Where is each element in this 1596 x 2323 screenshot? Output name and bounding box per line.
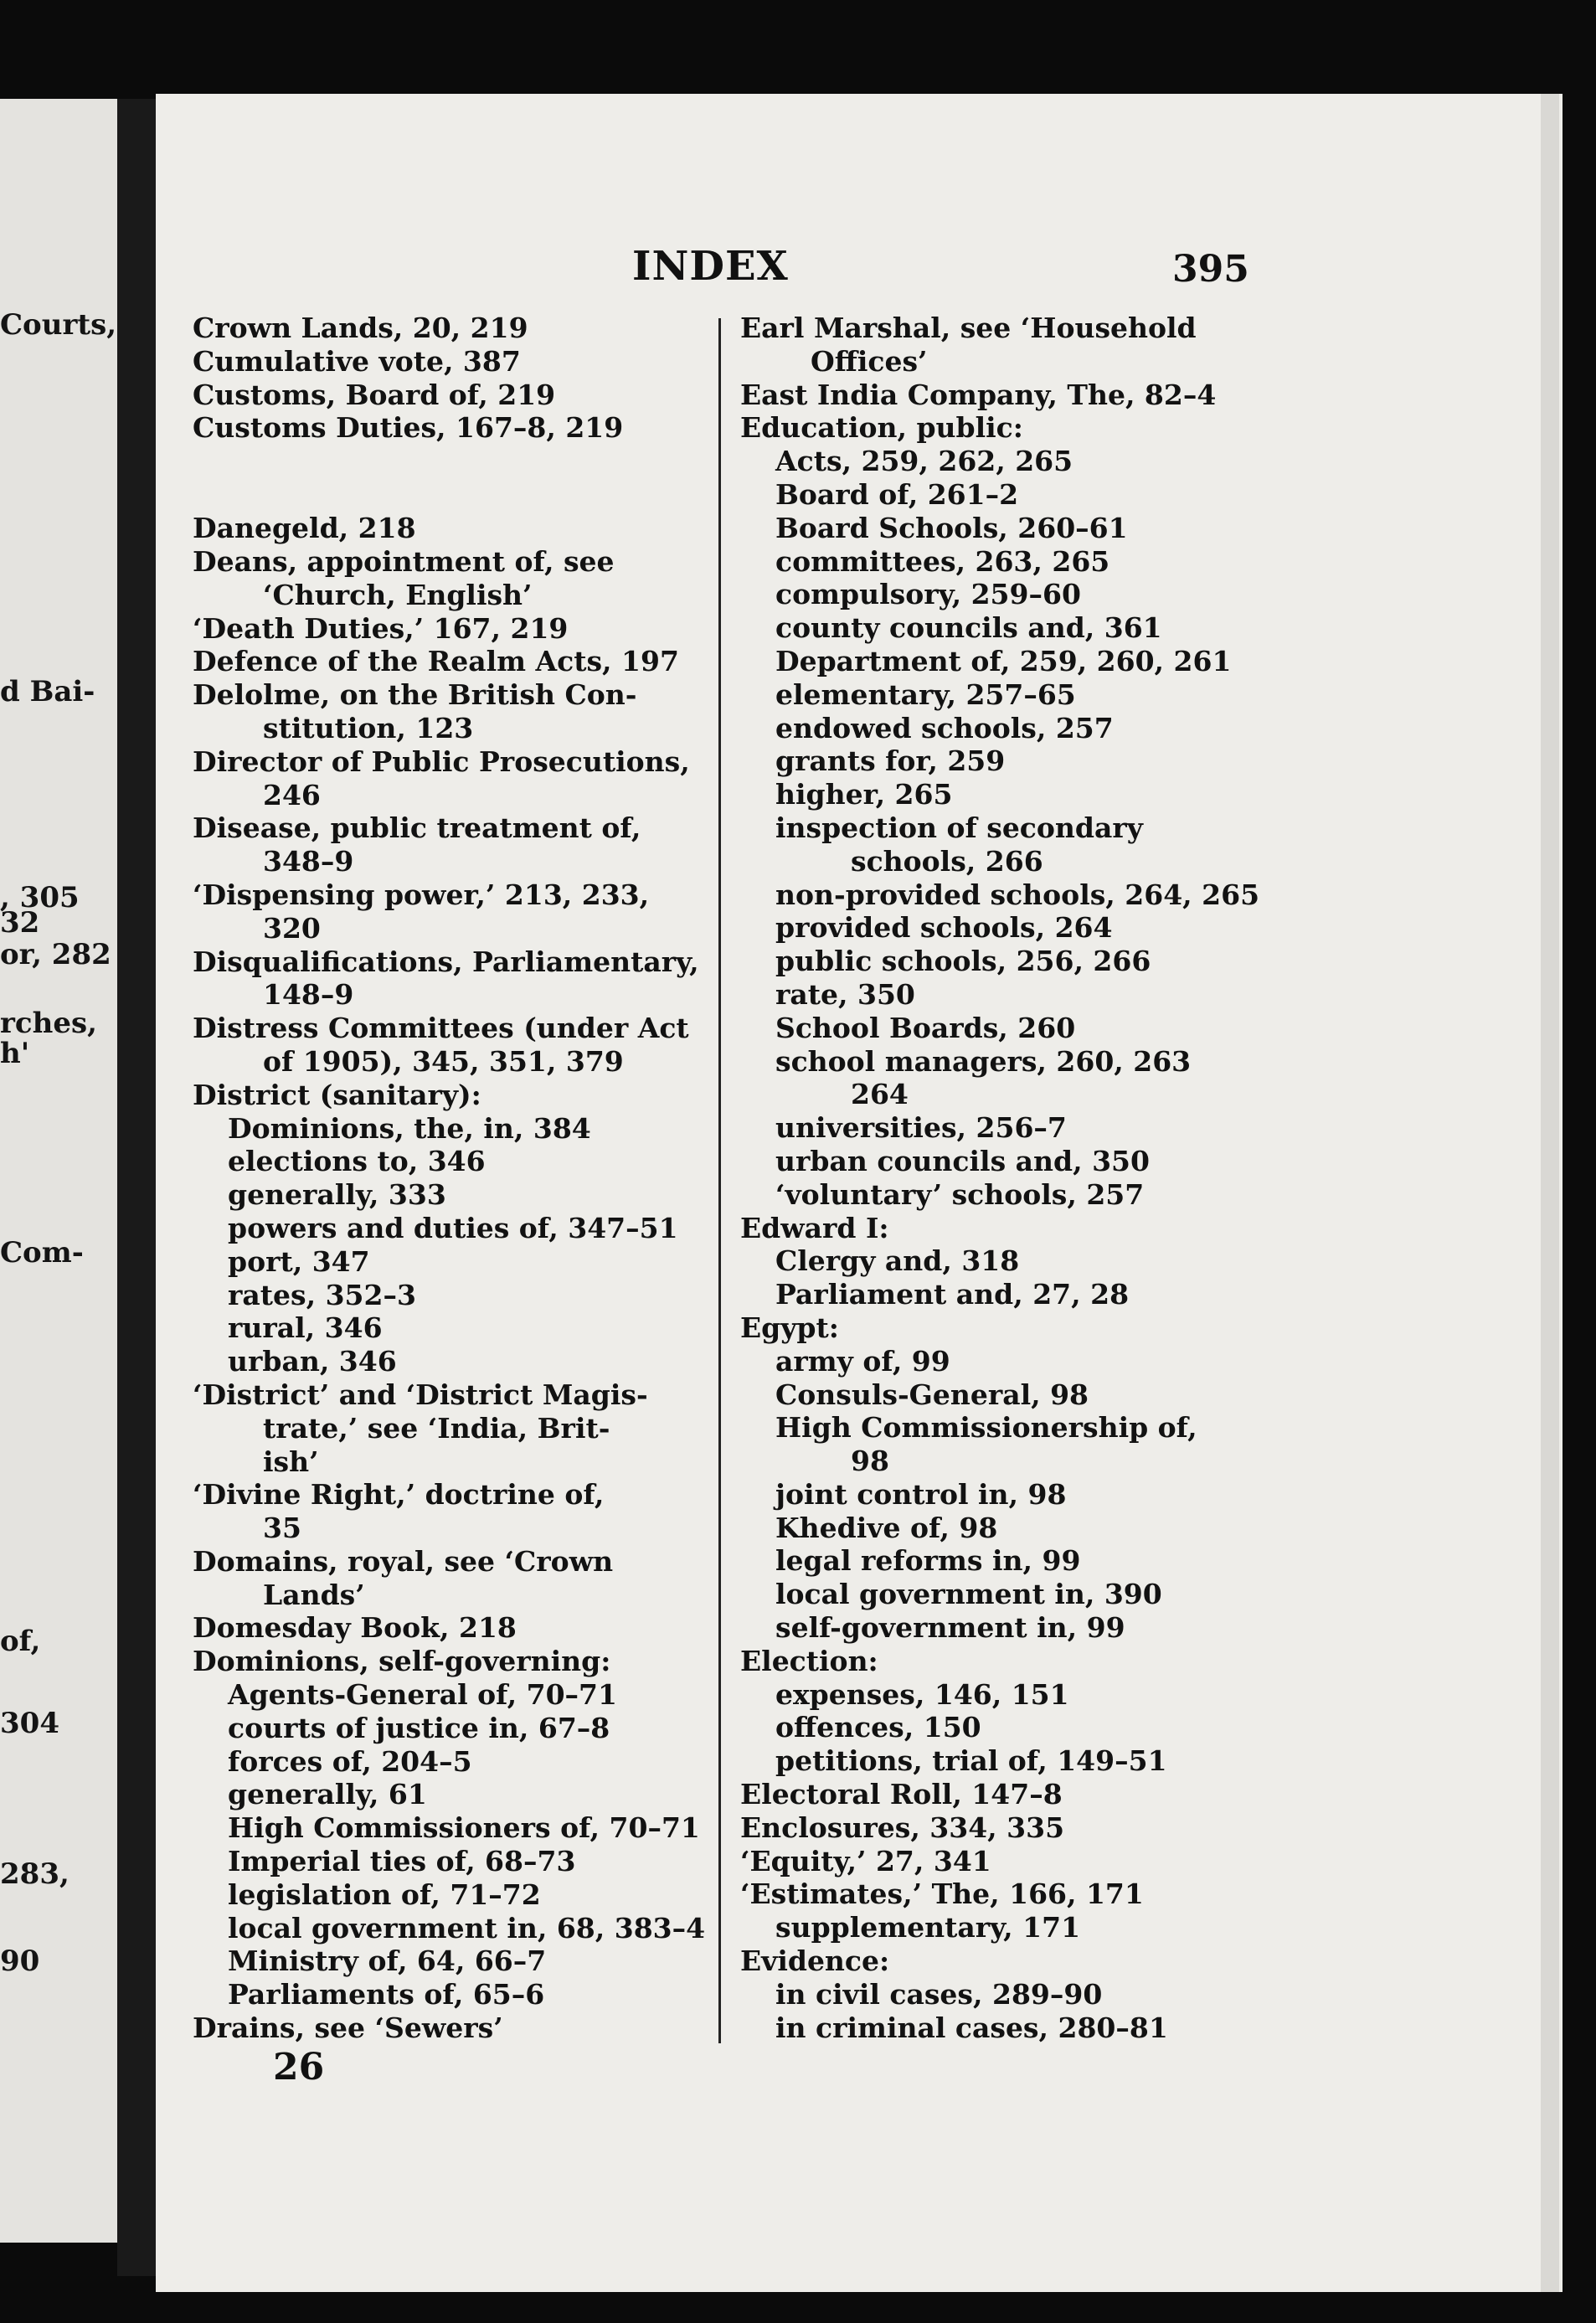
index-subentry: Board Schools, 260–61 bbox=[775, 511, 1128, 544]
index-entry: Domesday Book, 218 bbox=[193, 1611, 517, 1645]
index-entry: Delolme, on the British Con- bbox=[193, 678, 637, 712]
facing-page-fragment: rches, bbox=[0, 1007, 97, 1040]
index-entry: Electoral Roll, 147–8 bbox=[740, 1778, 1063, 1811]
index-entry-continuation: 348–9 bbox=[263, 845, 354, 878]
page-number: 395 bbox=[1172, 248, 1249, 291]
index-subentry: provided schools, 264 bbox=[775, 911, 1113, 945]
facing-page-fragment: h' bbox=[0, 1037, 30, 1070]
index-entry-continuation: 148–9 bbox=[263, 978, 354, 1012]
index-subentry: rate, 350 bbox=[775, 977, 915, 1011]
index-entry: Evidence: bbox=[740, 1944, 890, 1978]
index-entry: ‘Estimates,’ The, 166, 171 bbox=[740, 1877, 1144, 1911]
index-subentry: local government in, 68, 383–4 bbox=[228, 1911, 706, 1944]
left-page bbox=[0, 99, 126, 2243]
index-subentry: local government in, 390 bbox=[775, 1578, 1162, 1611]
facing-page-fragment: 90 bbox=[0, 1944, 40, 1978]
facing-page-fragment: of, bbox=[0, 1625, 41, 1658]
facing-page-fragment: Courts, bbox=[0, 308, 117, 342]
index-subentry: endowed schools, 257 bbox=[775, 711, 1114, 744]
page-edge bbox=[1541, 94, 1559, 2292]
index-entry: Disqualifications, Parliamentary, bbox=[193, 945, 699, 978]
index-subentry: urban, 346 bbox=[228, 1345, 397, 1378]
index-entry: Election: bbox=[740, 1644, 878, 1677]
index-subentry: army of, 99 bbox=[775, 1344, 950, 1378]
index-entry-continuation: 320 bbox=[263, 911, 321, 945]
index-entry: Education, public: bbox=[740, 411, 1023, 445]
index-entry: Danegeld, 218 bbox=[193, 512, 416, 545]
index-subentry: higher, 265 bbox=[775, 778, 953, 811]
index-subentry: school managers, 260, 263 bbox=[775, 1044, 1192, 1078]
index-entry-continuation: stitution, 123 bbox=[263, 711, 474, 744]
index-entry-continuation: 264 bbox=[851, 1078, 909, 1111]
column-divider bbox=[718, 318, 721, 2043]
facing-page-fragment: Com- bbox=[0, 1236, 84, 1270]
index-subentry: Acts, 259, 262, 265 bbox=[775, 445, 1073, 478]
index-subentry: elections to, 346 bbox=[228, 1145, 486, 1178]
index-subentry: county councils and, 361 bbox=[775, 611, 1162, 645]
index-subentry: compulsory, 259–60 bbox=[775, 578, 1081, 611]
index-subentry: forces of, 204–5 bbox=[228, 1744, 472, 1778]
index-subentry: Dominions, the, in, 384 bbox=[228, 1111, 591, 1145]
index-subentry: Ministry of, 64, 66–7 bbox=[228, 1944, 547, 1978]
index-subentry: ‘voluntary’ schools, 257 bbox=[775, 1177, 1145, 1211]
index-subentry: joint control in, 98 bbox=[775, 1477, 1067, 1511]
index-subentry: Khedive of, 98 bbox=[775, 1511, 998, 1544]
index-subentry: legal reforms in, 99 bbox=[775, 1544, 1081, 1578]
index-subentry: Department of, 259, 260, 261 bbox=[775, 644, 1232, 677]
index-entry: Crown Lands, 20, 219 bbox=[193, 312, 528, 344]
index-entry: Defence of the Realm Acts, 197 bbox=[193, 645, 679, 678]
index-subentry: Board of, 261–2 bbox=[775, 477, 1019, 511]
index-subentry: supplementary, 171 bbox=[775, 1911, 1081, 1944]
index-column-right bbox=[740, 312, 1260, 2044]
index-entry: Edward I: bbox=[740, 1211, 889, 1244]
index-subentry: inspection of secondary bbox=[775, 811, 1143, 844]
index-entry-continuation: ‘Church, English’ bbox=[263, 578, 533, 611]
section-gap bbox=[193, 445, 695, 512]
index-subentry: Parliaments of, 65–6 bbox=[228, 1978, 545, 2011]
index-entry: Customs, Board of, 219 bbox=[193, 378, 556, 411]
page-gutter bbox=[117, 99, 156, 2276]
index-column-left bbox=[193, 312, 706, 2045]
index-entry: Disease, public treatment of, bbox=[193, 811, 641, 845]
index-subentry: port, 347 bbox=[228, 1244, 370, 1278]
index-subentry: Agents-General of, 70–71 bbox=[228, 1678, 617, 1712]
index-subentry: rates, 352–3 bbox=[228, 1278, 416, 1311]
index-entry: Enclosures, 334, 335 bbox=[740, 1810, 1065, 1844]
index-subentry: powers and duties of, 347–51 bbox=[228, 1211, 678, 1244]
index-subentry: generally, 333 bbox=[228, 1178, 446, 1212]
index-entry: Director of Public Prosecutions, bbox=[193, 744, 690, 778]
index-entry: Cumulative vote, 387 bbox=[193, 344, 521, 378]
index-subentry: rural, 346 bbox=[228, 1311, 383, 1345]
index-entry-continuation: 35 bbox=[263, 1512, 301, 1545]
index-subentry: non-provided schools, 264, 265 bbox=[775, 878, 1260, 911]
index-subentry: High Commissionership of, bbox=[775, 1411, 1197, 1445]
index-subentry: committees, 263, 265 bbox=[775, 544, 1110, 578]
index-subentry: grants for, 259 bbox=[775, 744, 1006, 778]
index-entry: ‘Death Duties,’ 167, 219 bbox=[193, 611, 569, 645]
index-subentry: Parliament and, 27, 28 bbox=[775, 1278, 1130, 1311]
index-subentry: courts of justice in, 67–8 bbox=[228, 1711, 610, 1744]
index-entry: ‘Dispensing power,’ 213, 233, bbox=[193, 878, 650, 911]
index-entry: Dominions, self-governing: bbox=[193, 1645, 611, 1678]
page-title: INDEX bbox=[632, 243, 789, 290]
index-entry-continuation: 246 bbox=[263, 778, 321, 811]
facing-page-fragment: 283, bbox=[0, 1857, 70, 1891]
index-entry: Drains, see ‘Sewers’ bbox=[193, 2011, 503, 2045]
facing-page-fragment: 304 bbox=[0, 1707, 59, 1740]
index-subentry: High Commissioners of, 70–71 bbox=[228, 1811, 700, 1845]
index-subentry: self-government in, 99 bbox=[775, 1611, 1125, 1645]
index-entry: Customs Duties, 167–8, 219 bbox=[193, 411, 624, 445]
index-subentry: petitions, trial of, 149–51 bbox=[775, 1744, 1167, 1778]
index-subentry: Consuls-General, 98 bbox=[775, 1378, 1089, 1411]
index-subentry: School Boards, 260 bbox=[775, 1011, 1076, 1044]
index-entry: Domains, royal, see ‘Crown bbox=[193, 1544, 614, 1578]
index-subentry: legislation of, 71–72 bbox=[228, 1877, 541, 1911]
index-entry-continuation: of 1905), 345, 351, 379 bbox=[263, 1044, 624, 1078]
index-entry-continuation: schools, 266 bbox=[851, 844, 1043, 878]
facing-page-fragment: , 305 bbox=[0, 881, 80, 914]
index-subentry: in civil cases, 289–90 bbox=[775, 1977, 1103, 2011]
index-entry: ‘District’ and ‘District Magis- bbox=[193, 1378, 648, 1411]
index-subentry: Clergy and, 318 bbox=[775, 1244, 1020, 1278]
index-entry: ‘Divine Right,’ doctrine of, bbox=[193, 1478, 605, 1512]
index-subentry: urban councils and, 350 bbox=[775, 1144, 1150, 1177]
index-subentry: expenses, 146, 151 bbox=[775, 1677, 1069, 1711]
index-entry: Distress Committees (under Act bbox=[193, 1012, 689, 1045]
index-subentry: Imperial ties of, 68–73 bbox=[228, 1845, 576, 1878]
index-subentry: elementary, 257–65 bbox=[775, 677, 1076, 711]
index-entry-continuation: trate,’ see ‘India, Brit- bbox=[263, 1411, 610, 1445]
index-subentry: in criminal cases, 280–81 bbox=[775, 2011, 1168, 2044]
index-subentry: universities, 256–7 bbox=[775, 1111, 1067, 1145]
index-subentry: offences, 150 bbox=[775, 1711, 981, 1744]
facing-page-fragment: or, 282 bbox=[0, 938, 111, 971]
index-entry-continuation: ish’ bbox=[263, 1445, 319, 1478]
index-entry-continuation: Offices’ bbox=[811, 344, 928, 378]
facing-page-fragment: d Bai- bbox=[0, 675, 95, 708]
index-entry: Egypt: bbox=[740, 1311, 839, 1344]
index-subentry: public schools, 256, 266 bbox=[775, 945, 1151, 978]
index-entry: ‘Equity,’ 27, 341 bbox=[740, 1844, 991, 1877]
index-entry-continuation: 98 bbox=[851, 1445, 889, 1478]
signature-mark: 26 bbox=[273, 2046, 325, 2089]
index-entry-continuation: Lands’ bbox=[263, 1578, 365, 1611]
index-entry: Earl Marshal, see ‘Household bbox=[740, 312, 1197, 344]
index-entry: District (sanitary): bbox=[193, 1078, 481, 1111]
index-entry: Deans, appointment of, see bbox=[193, 544, 615, 578]
index-entry: East India Company, The, 82–4 bbox=[740, 378, 1217, 411]
facing-page-fragment: 32 bbox=[0, 906, 40, 940]
index-subentry: generally, 61 bbox=[228, 1778, 427, 1811]
